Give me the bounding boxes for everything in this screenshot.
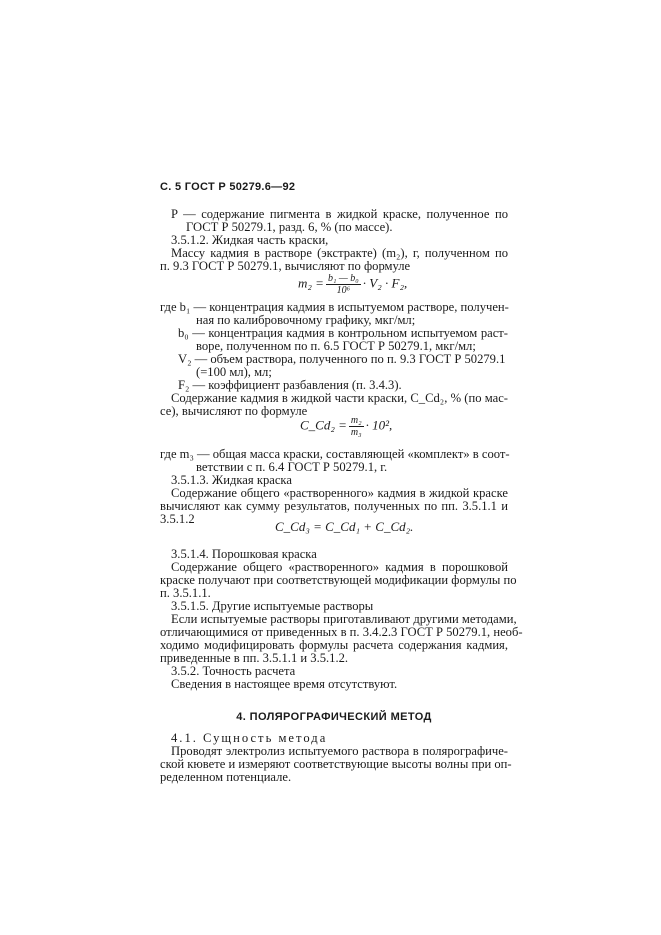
formula-rhs: · V₂ · F₂, <box>362 275 408 291</box>
text-line: Если испытуемые растворы приготавливают другими методами, <box>171 612 517 626</box>
formula-ccd2 <box>300 415 392 438</box>
text-line: 3.5.1.4. Порошковая краска <box>171 547 317 561</box>
fraction-denominator: 10⁶ <box>336 285 351 296</box>
text-line: ветствии с п. 6.4 ГОСТ Р 50279.1, г. <box>196 460 388 474</box>
text-line: ГОСТ Р 50279.1, разд. 6, % (по массе). <box>186 220 393 234</box>
text-line: F₂ — коэффициент разбавления (п. 3.4.3). <box>178 378 402 392</box>
formula-rhs: · 10², <box>365 417 393 433</box>
formula-lhs: m₂ = <box>298 275 324 291</box>
text-line: Содержание кадмия в жидкой части краски, C_Cd₂, % (по мас- <box>171 391 508 405</box>
page-header: С. 5 ГОСТ Р 50279.6—92 <box>160 181 296 193</box>
text-line: 3.5.2. Точность расчета <box>171 664 296 678</box>
fraction-denominator: m₃ <box>350 427 362 438</box>
text-line: ходимо модифицировать формулы расчета содержания кадмия, <box>160 638 508 652</box>
fraction-numerator: b₁ — b₀ <box>327 273 359 284</box>
text-line: п. 9.3 ГОСТ Р 50279.1, вычисляют по формуле <box>160 259 411 273</box>
text-line: V₂ — объем раствора, полученного по п. 9.3 ГОСТ Р 50279.1 <box>178 352 506 366</box>
text-line: п. 3.5.1.1. <box>160 586 211 600</box>
text-line: краске получают при соответствующей модификации формулы по <box>160 573 517 587</box>
text-line: b₀ — концентрация кадмия в контрольном испытуемом раст- <box>178 326 508 340</box>
fraction <box>349 415 364 438</box>
formula-m2 <box>298 273 407 296</box>
text-line: где m₃ — общая масса краски, составляющей «комплект» в соот- <box>160 447 510 461</box>
fraction-numerator: m₂ <box>350 415 362 426</box>
text-line: ределенном потенциале. <box>160 770 292 784</box>
subsection-heading: 4.1. Сущность метода <box>171 731 328 745</box>
text-line: (=100 мл), мл; <box>196 365 272 379</box>
text-line: приведенные в пп. 3.5.1.1 и 3.5.1.2. <box>160 651 349 665</box>
section-title: 4. ПОЛЯРОГРАФИЧЕСКИЙ МЕТОД <box>236 711 432 723</box>
text-line: P — содержание пигмента в жидкой краске, полученное по <box>171 207 508 221</box>
text-line: се), вычисляют по формуле <box>160 404 308 418</box>
text-line: ской кювете и измеряют соответствующие высоты волны при оп- <box>160 757 512 771</box>
text-line: Массу кадмия в растворе (экстракте) (m₂), г, полученном по <box>171 246 508 260</box>
fraction <box>326 273 361 296</box>
text-line: Содержание общего «растворенного» кадмия в жидкой краске <box>171 486 508 500</box>
text-line: 3.5.1.2 <box>160 512 195 526</box>
text-line: 3.5.1.5. Другие испытуемые растворы <box>171 599 374 613</box>
text-line: воре, полученном по п. 6.5 ГОСТ Р 50279.1, мкг/мл; <box>196 339 476 353</box>
text-line: Сведения в настоящее время отсутствуют. <box>171 677 398 691</box>
text-line: 3.5.1.2. Жидкая часть краски, <box>171 233 329 247</box>
text-line: вычисляют как сумму результатов, полученных по пп. 3.5.1.1 и <box>160 499 508 513</box>
text-line: Проводят электролиз испытуемого раствора в полярографиче- <box>171 744 508 758</box>
formula-lhs: C_Cd₂ = <box>300 417 347 433</box>
text-line: отличающимися от приведенных в п. 3.4.2.3 ГОСТ Р 50279.1, необ- <box>160 625 523 639</box>
text-line: Содержание общего «растворенного» кадмия в порошковой <box>171 560 508 574</box>
formula-ccd3: C_Cd₃ = C_Cd₁ + C_Cd₂. <box>275 519 414 534</box>
text-line: ная по калибровочному графику, мкг/мл; <box>196 313 416 327</box>
text-line: 3.5.1.3. Жидкая краска <box>171 473 292 487</box>
text-line: где b₁ — концентрация кадмия в испытуемом растворе, получен- <box>160 300 509 314</box>
